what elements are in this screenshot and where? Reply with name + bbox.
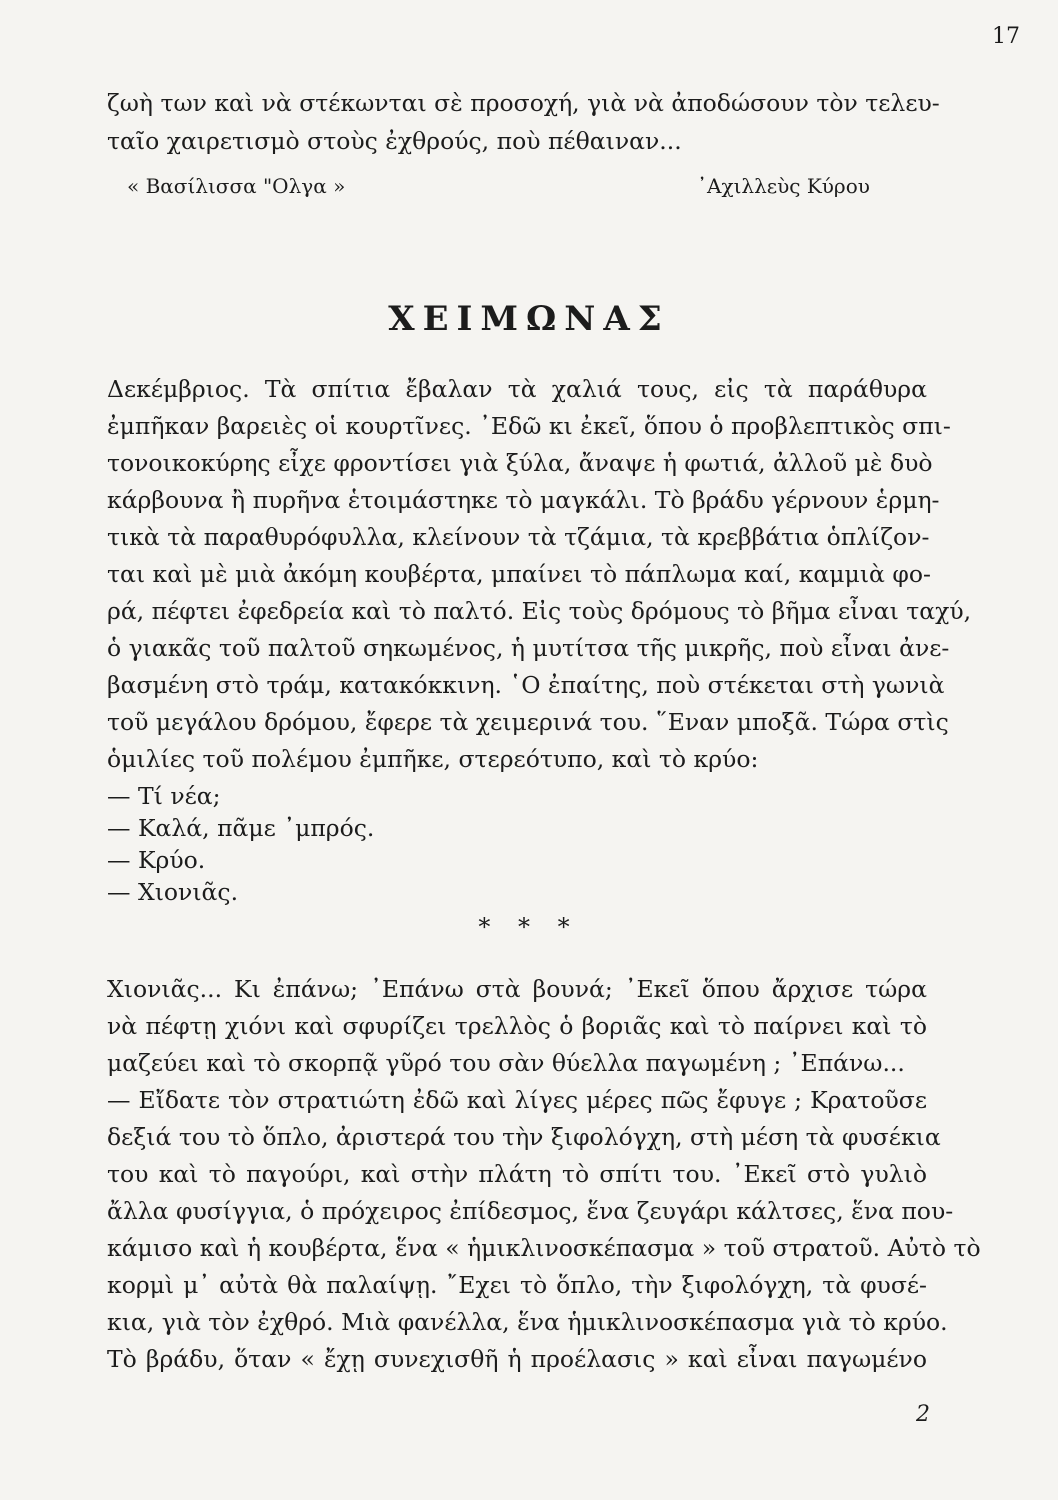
text-line: ἐμπῆκαν βαρειὲς οἱ κουρτῖνες. ᾿Εδῶ κι ἐκεῖ, ὅπου ὁ προβλεπτικὸς σπι- bbox=[107, 412, 951, 440]
page-number-top: 17 bbox=[992, 24, 1020, 49]
page-number-bottom: 2 bbox=[916, 1402, 930, 1427]
text-line: τικὰ τὰ παραθυρόφυλλα, κλείνουν τὰ τζάμια, τὰ κρεββάτια ὁπλίζον- bbox=[107, 523, 930, 551]
text-line: ρά, πέφτει ἐφεδρεία καὶ τὸ παλτό. Εἰς τοὺς δρόμους τὸ βῆμα εἶναι ταχύ, bbox=[107, 597, 972, 625]
dialogue-line: — Κρύο. bbox=[107, 846, 206, 874]
source-citation: « Βασίλισσα "Ολγα » bbox=[127, 174, 346, 198]
text-line: ταῖο χαιρετισμὸ στοὺς ἐχθρούς, ποὺ πέθαιναν... bbox=[107, 127, 682, 155]
text-line: — Εἴδατε τὸν στρατιώτη ἐδῶ καὶ λίγες μέρες πῶς ἔφυγε ; Κρατοῦσε bbox=[107, 1086, 927, 1114]
section-separator: * * * bbox=[478, 913, 580, 941]
text-line: ὁμιλίες τοῦ πολέμου ἐμπῆκε, στερεότυπο, καὶ τὸ κρύο: bbox=[107, 745, 759, 773]
dialogue-line: — Καλά, πᾶμε ᾿μπρός. bbox=[107, 814, 375, 842]
text-line: Δεκέμβριος. Τὰ σπίτια ἔβαλαν τὰ χαλιά τους, εἰς τὰ παράθυρα bbox=[107, 375, 927, 403]
text-line: κορμὶ μ᾿ αὐτὰ θὰ παλαίψῃ. ῎Εχει τὸ ὅπλο, τὴν ξιφολόγχη, τὰ φυσέ- bbox=[107, 1271, 927, 1299]
section-title: ΧΕΙΜΩΝΑΣ bbox=[388, 299, 670, 339]
text-line: ἄλλα φυσίγγια, ὁ πρόχειρος ἐπίδεσμος, ἕνα ζευγάρι κάλτσες, ἕνα που- bbox=[107, 1197, 954, 1225]
text-line: ὁ γιακᾶς τοῦ παλτοῦ σηκωμένος, ἡ μυτίτσα τῆς μικρῆς, ποὺ εἶναι ἀνε- bbox=[107, 634, 950, 662]
text-line: τοῦ μεγάλου δρόμου, ἔφερε τὰ χειμερινά του. ῞Εναν μποξᾶ. Τώρα στὶς bbox=[107, 708, 949, 736]
text-line: κάμισο καὶ ἡ κουβέρτα, ἕνα « ἡμικλινοσκέπασμα » τοῦ στρατοῦ. Αὐτὸ τὸ bbox=[107, 1234, 981, 1262]
text-line: δεξιά του τὸ ὅπλο, ἀριστερά του τὴν ξιφολόγχη, στὴ μέση τὰ φυσέκια bbox=[107, 1123, 941, 1151]
text-line: βασμένη στὸ τράμ, κατακόκκινη. ῾Ο ἐπαίτης, ποὺ στέκεται στὴ γωνιὰ bbox=[107, 671, 945, 699]
text-line: ζωὴ των καὶ νὰ στέκωνται σὲ προσοχή, γιὰ νὰ ἀποδώσουν τὸν τελευ- bbox=[107, 89, 940, 117]
text-line: κάρβουνα ἢ πυρῆνα ἑτοιμάστηκε τὸ μαγκάλι. Τὸ βράδυ γέρνουν ἑρμη- bbox=[107, 486, 940, 514]
text-line: κια, γιὰ τὸν ἐχθρό. Μιὰ φανέλλα, ἕνα ἡμικλινοσκέπασμα γιὰ τὸ κρύο. bbox=[107, 1308, 948, 1336]
text-line: μαζεύει καὶ τὸ σκορπᾷ γῦρό του σὰν θύελλα παγωμένη ; ᾿Επάνω... bbox=[107, 1049, 905, 1077]
dialogue-line: — Χιονιᾶς. bbox=[107, 878, 239, 906]
text-line: νὰ πέφτῃ χιόνι καὶ σφυρίζει τρελλὸς ὁ βοριᾶς καὶ τὸ παίρνει καὶ τὸ bbox=[107, 1012, 927, 1040]
author-name: ᾿Αχιλλεὺς Κύρου bbox=[697, 174, 870, 198]
text-line: του καὶ τὸ παγούρι, καὶ στὴν πλάτη τὸ σπίτι του. ᾿Εκεῖ στὸ γυλιὸ bbox=[107, 1160, 927, 1188]
text-line: ται καὶ μὲ μιὰ ἀκόμη κουβέρτα, μπαίνει τὸ πάπλωμα καί, καμμιὰ φο- bbox=[107, 560, 931, 588]
text-line: Χιονιᾶς... Κι ἐπάνω; ᾿Επάνω στὰ βουνά; ᾿Εκεῖ ὅπου ἄρχισε τώρα bbox=[107, 975, 927, 1003]
text-line: Τὸ βράδυ, ὅταν « ἔχῃ συνεχισθῆ ἡ προέλασις » καὶ εἶναι παγωμένο bbox=[107, 1345, 927, 1373]
text-line: τονοικοκύρης εἶχε φροντίσει γιὰ ξύλα, ἄναψε ἡ φωτιά, ἀλλοῦ μὲ δυὸ bbox=[107, 449, 933, 477]
dialogue-line: — Τί νέα; bbox=[107, 782, 221, 810]
